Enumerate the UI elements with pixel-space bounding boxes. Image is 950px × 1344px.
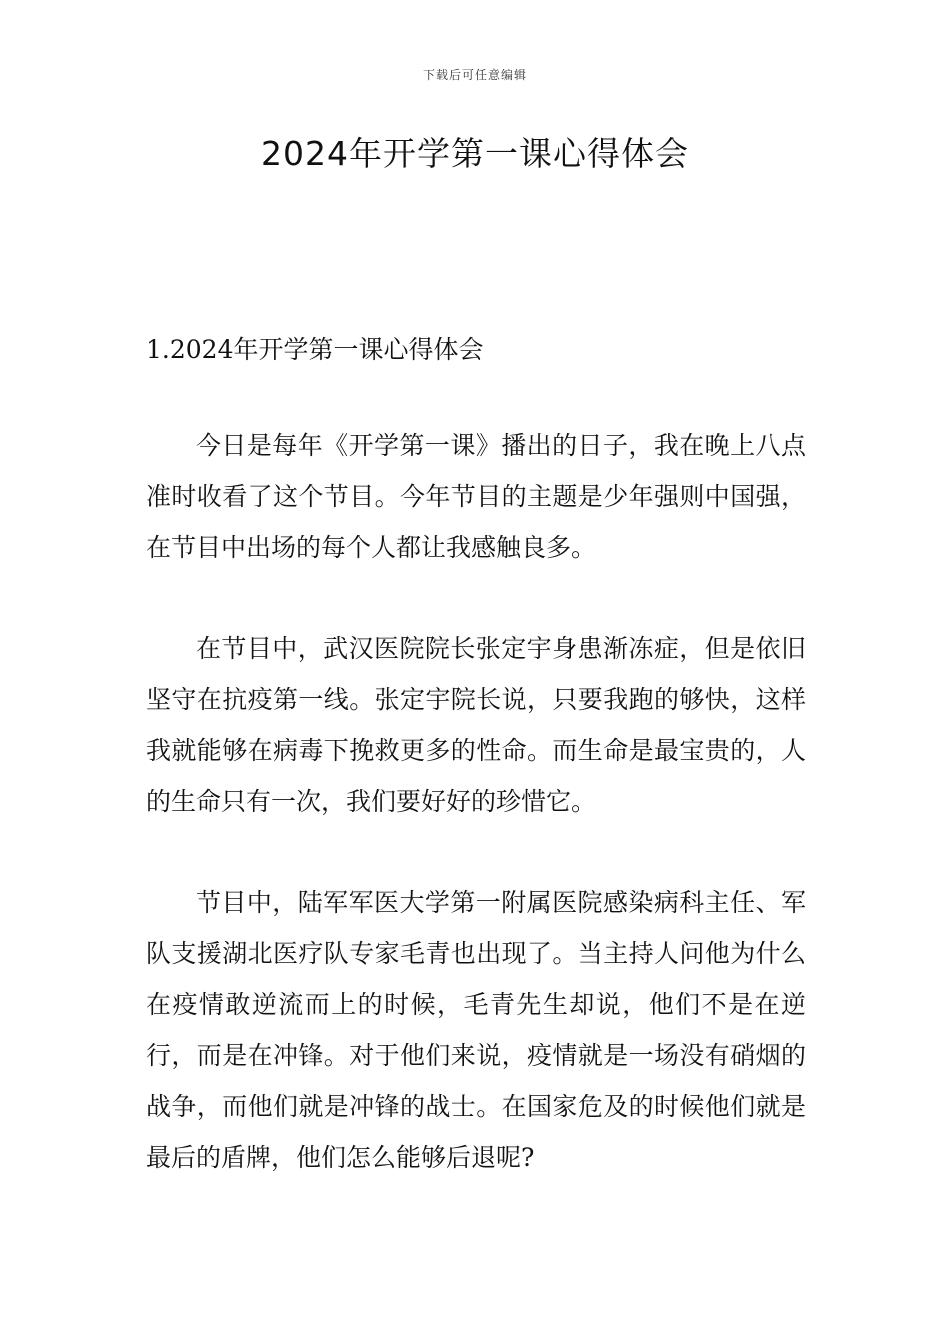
paragraph-2: 在节目中，武汉医院院长张定宇身患渐冻症，但是依旧坚守在抗疫第一线。张定宇院长说，只要我跑的够快，这样我就能够在病毒下挽救更多的性命。而生命是最宝贵的，人的生命只有一次，我们要好好的珍惜它。: [146, 634, 806, 816]
section-heading: 1.2024年开学第一课心得体会: [146, 335, 484, 364]
document-body: [146, 330, 806, 1233]
paragraph-1: 今日是每年《开学第一课》播出的日子，我在晚上八点准时收看了这个节目。今年节目的主题是少年强则中国强，在节目中出场的每个人都让我感触良多。: [146, 431, 806, 562]
document-title: 2024年开学第一课心得体会: [261, 134, 689, 173]
page-header-note: 下载后可任意编辑: [422, 68, 527, 82]
paragraph-3: 节目中，陆军军医大学第一附属医院感染病科主任、军队支援湖北医疗队专家毛青也出现了。当主持人问他为什么在疫情敢逆流而上的时候，毛青先生却说，他们不是在逆行，而是在冲锋。对于他们来说，疫情就是一场没有硝烟的战争，而他们就是冲锋的战士。在国家危及的时候他们就是最后的盾牌，他们怎么能够后退呢?: [146, 888, 806, 1172]
